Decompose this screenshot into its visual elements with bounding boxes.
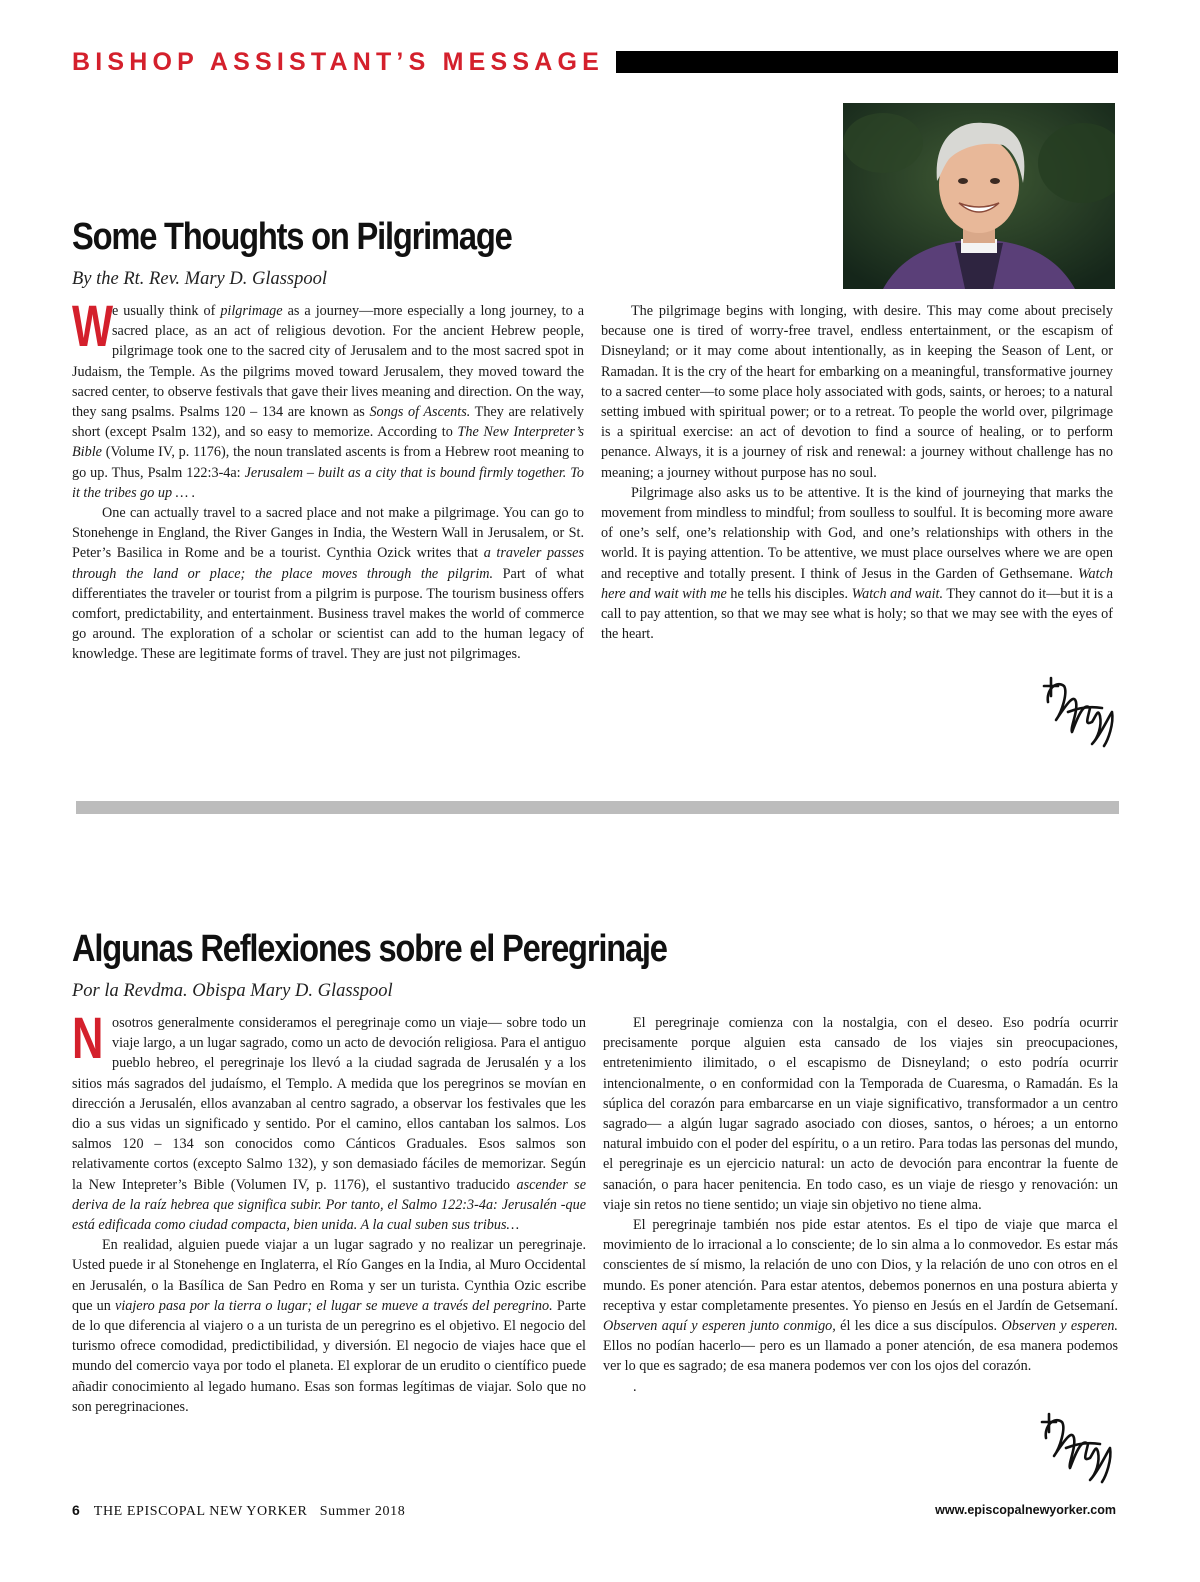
footer-publication: [72, 1502, 405, 1520]
article-column-es-1: [72, 1006, 586, 1417]
publication-name: THE EPISCOPAL NEW YORKER: [93, 1504, 308, 1519]
paragraph: .: [633, 1378, 637, 1395]
paragraph: e usually think of pilgrimage as a journey—more especially a long journey, to a sacred place, as an act of religious devotion. For the ancient Hebrew people, pilgrimage took one to the sacred city of Jerusalem and to the most sacred spot in Judaism, the Temple. As the pilgrims moved toward Jerusalem, they moved toward the sacred center, to observe festivals that gave their lives meaning and direction. On the way, they sang psalms. Psalms 120 – 134 are known as Songs of Ascents. They are relatively short (except Psalm 132), and so easy to memorize. According to The New Interpreter’s Bible (Volume IV, p. 1176), the noun translated ascents is from a Hebrew root meaning to go up. Thus, Psalm 122:3-4a: Jerusalem – built as a city that is bound firmly together. To it the tribes go up … .: [72, 303, 584, 501]
paragraph: El peregrinaje comienza con la nostalgia, con el deseo. Eso podría ocurrir precisamente porque alguien esta cansado de los viajes sin preocupaciones, entretenimiento ilimitado, o el escapismo de Disneyland; o esto podría ocurrir intencionalmente, o en conformidad con la Temporada de Cuaresma, o Ramadán. Es la súplica del corazón para embarcarse en un viaje significativo, transformador a un centro sagrado— a algún lugar sagrado asociado con dioses, santos, o héroes; a un entorno natural imbuido con el poder del espíritu, o a un retiro. Para todas las personas del mundo, el peregrinaje es un ejercicio natural: un acto de devoción para encontrar la fuente de sanación, o para hacer penitencia. En todo caso, es un viaje de riesgo y renovación: un viaje sin retos no tiene sentido; un viaje sin objetivo no tiene alma.: [603, 1015, 1118, 1213]
paragraph: El peregrinaje también nos pide estar atentos. Es el tipo de viaje que marca el movimiento de lo irracional a lo consciente; de lo sin alma a lo conmovedor. Es estar más conscientes de sí mismo, la relación de uno con Dios, y la relación de uno con otros en el mundo. Es poner atención. Para estar atentos, debemos ponernos en una postura abierta y receptiva y estar completamente presentes. Yo pienso en Jesús en el Jardín de Getsemaní. Observen aquí y esperen junto conmigo, él les dice a sus discípulos. Observen y esperen. Ellos no podían hacerlo— pero es un llamado a poner atención, de esa manera podemos ver lo que es sagrado; de esa manera podemos ver con los ojos del corazón.: [603, 1217, 1118, 1375]
dropcap-en: W: [72, 294, 114, 359]
section-header: [72, 48, 1118, 76]
article-headline-en: Some Thoughts on Pilgrimage: [72, 216, 512, 258]
byline-en: By the Rt. Rev. Mary D. Glasspool: [72, 269, 327, 289]
section-title: BISHOP ASSISTANT’S MESSAGE: [72, 48, 605, 76]
signature-scribble: [1038, 672, 1122, 752]
article-column-en-1: [72, 294, 584, 665]
page-number: 6: [72, 1502, 80, 1518]
issue-label: Summer 2018: [319, 1504, 406, 1519]
dropcap-es: N: [72, 1006, 104, 1071]
byline-es: Por la Revdma. Obispa Mary D. Glasspool: [72, 981, 393, 1001]
signature-scribble: [1036, 1408, 1120, 1488]
website-link[interactable]: www.episcopalnewyorker.com: [935, 1503, 1116, 1517]
paragraph: osotros generalmente consideramos el peregrinaje como un viaje— sobre todo un viaje largo, a un lugar sagrado, como un acto de devoción religiosa. Para el antiguo pueblo hebreo, el peregrinaje los llevó a la ciudad sagrada de Jerusalén y a los sitios más sagrados del judaísmo, el Templo. A medida que los peregrinos se movían en dirección a Jerusalén, ellos avanzaban al centro sagrado, a observar los festivales que les dio a sus vidas un significado y sentido. Por el camino, ellos cantaban los salmos. Los salmos 120 – 134 son conocidos como Cánticos Graduales. Esos salmos son relativamente cortos (excepto Salmo 132), y son demasiado fáciles de memorizar. Según la New Intepreter’s Bible (Volumen IV, p. 1176), el sustantivo traducido ascender se deriva de la raíz hebrea que significa subir. Por tanto, el Salmo 122:3-4a: Jerusalén -que está edificada como ciudad compacta, bien unida. A la cual suben sus tribus…: [72, 1015, 586, 1234]
signature-en: [1038, 672, 1122, 757]
author-portrait: [843, 103, 1115, 289]
section-divider: [76, 801, 1119, 814]
paragraph: The pilgrimage begins with longing, with desire. This may come about precisely because one is tired of worry-free travel, endless entertainment, or the escapism of Disneyland; or it may come about intentionally, as in keeping the Season of Lent, or Ramadan. It is the cry of the heart for embarking on a meaningful, transformative journey to a sacred center—to some place holy associated with gods, saints, or heroes; to a natural setting imbued with spiritual power; or to a retreat. To people the world over, pilgrimage is a spiritual exercise: an act of devotion to find a source of healing, or to perform penance. Always, it is a journey of risk and renewal: a journey without challenge has no meaning; a journey without purpose has no soul.: [601, 303, 1113, 481]
header-rule: [616, 51, 1118, 73]
paragraph: Pilgrimage also asks us to be attentive. It is the kind of journeying that marks the movement from mindless to mindful; from soulless to soulful. It is becoming more aware of one’s self, one’s relationship with God, and one’s relationships with others in the world. It is paying attention. To be attentive, we must place ourselves where we are open and receptive and totally present. I think of Jesus in the Garden of Gethsemane. Watch here and wait with me he tells his disciples. Watch and wait. They cannot do it—but it is a call to pay attention, so that we may see what is holy; so that we may see with the eyes of the heart.: [601, 484, 1113, 643]
portrait-image: [843, 103, 1115, 289]
article-column-es-2: [603, 1013, 1118, 1397]
paragraph: En realidad, alguien puede viajar a un lugar sagrado y no realizar un peregrinaje. Usted puede ir al Stonehenge en Inglaterra, el Río Ganges en la India, al Muro Occidental en Jerusalén, o la Basílica de San Pedro en Roma y ser un turista. Cynthia Ozic escribe que un viajero pasa por la tierra o lugar; el lugar se mueve a través del peregrino. Parte de lo que diferencia al viajero o a un turista de un peregrino es el objetivo. El negocio del turismo ofrece comodidad, predictibilidad, y diversión. El negocio de viajes hace que el mundo del comercio vaya por todo el planeta. El explorar de un erudito o científico puede añadir conocimiento al legado humano. Esas son formas legítimas de viajar. Solo que no son peregrinaciones.: [72, 1237, 586, 1415]
article-headline-es: Algunas Reflexiones sobre el Peregrinaje: [72, 928, 667, 970]
signature-es: [1036, 1408, 1120, 1493]
article-column-en-2: [601, 301, 1113, 644]
paragraph: One can actually travel to a sacred place and not make a pilgrimage. You can go to Stonehenge in England, the River Ganges in India, the Western Wall in Jerusalem, or St. Peter’s Basilica in Rome and be a tourist. Cynthia Ozick writes that a traveler passes through the land or place; the place moves through the pilgrim. Part of what differentiates the traveler or tourist from a pilgrim is purpose. The tourism business offers comfort, predictability, and entertainment. Business travel makes the world of commerce go around. The exploration of a scholar or scientist can add to the human legacy of knowledge. These are legitimate forms of travel. They are just not pilgrimages.: [72, 505, 584, 663]
